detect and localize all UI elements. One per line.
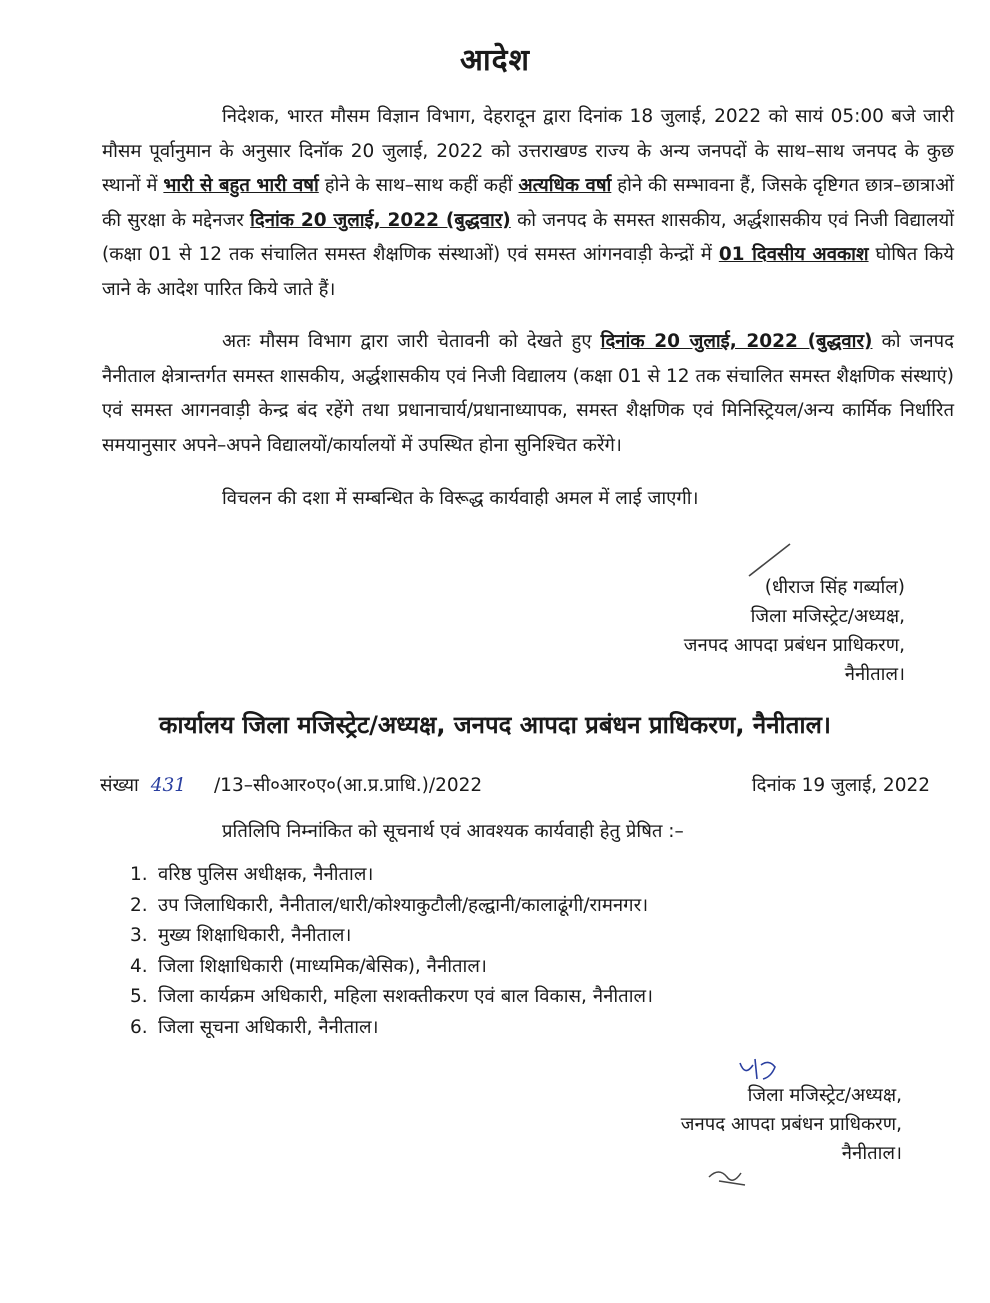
reference-number: संख्या 431 /13–सी०आर०ए०(आ.प्र.प्राधि.)/2022 [100,775,483,796]
para1-bold-heavy-rain: भारी से बहुत भारी वर्षा [163,175,319,196]
para2-text-2: को जनपद नैनीताल क्षेत्रान्तर्गत समस्त शासकीय, अर्द्धशासकीय एवं निजी विद्यालय (कक्षा 01 से 12 तक संचालित समस्त शैक्षणिक संस्थाएं) एवं समस्त आगनवाड़ी केन्द्र बंद रहेंगे तथा प्रधानाचार्य/प्रधानाध्यापक, समस्त शैक्षणिक एवं मिनिस्ट्रियल/अन्य कार्मिक निर्धारित समयानुसार अपने–अपने विद्यालयों/कार्यालयों में उपस्थित होना सुनिश्चित करेंगे। [102,331,955,456]
list-item: 3. मुख्य शिक्षाधिकारी, नैनीताल। [130,925,352,946]
signatory-location: नैनीताल। [844,664,905,685]
para1-bold-holiday: 01 दिवसीय अवकाश [718,244,869,265]
signatory-location-2: नैनीताल। [841,1143,902,1164]
para1-text-1: निदेशक, भारत मौसम विज्ञान विभाग, देहरादून द्वारा दिनांक 18 जुलाई, 2022 को सायं 05:00 बजे जारी मौसम पूर्वानुमान के अनुसार दिनॉक 20 जुलाई, 2022 को उत्तराखण्ड राज्य के अन्य जनपदों के साथ–साथ जनपद के कुछ स्थानों में [102,106,954,196]
para1-text-2: होने के साथ–साथ कहीं कहीं [318,175,519,196]
office-heading: कार्यालय जिला मजिस्ट्रेट/अध्यक्ष, जनपद आपदा प्रबंधन प्राधिकरण, नैनीताल। [159,711,831,739]
para1-text-3: होने की सम्भावना हैं, जिसके दृष्टिगत छात्र–छात्राओं की सुरक्षा के मद्देनजर [102,175,954,231]
list-item: 1. वरिष्ठ पुलिस अधीक्षक, नैनीताल। [130,864,374,885]
order-paragraph-3 [102,482,954,517]
signatory-authority-2: जनपद आपदा प्रबंधन प्राधिकरण, [680,1114,902,1135]
para3-text: विचलन की दशा में सम्बन्धित के विरूद्ध कार्यवाही अमल में लाई जाएगी। [222,488,699,509]
para1-bold-date: दिनांक 20 जुलाई, 2022 (बुद्धवार) [250,209,511,231]
para1-text-4: को जनपद के समस्त शासकीय, अर्द्धशासकीय एवं निजी विद्यालयों (कक्षा 01 से 12 तक संचालित समस्त शैक्षणिक संस्थाओं) एवं समस्त आंगनवाड़ी केन्द्रों में [102,209,955,265]
list-item: 5. जिला कार्यक्रम अधिकारी, महिला सशक्तीकरण एवं बाल विकास, नैनीताल। [130,986,654,1007]
para1-bold-extreme-rain: अत्यधिक वर्षा [518,175,612,196]
signature-block-1 [684,573,905,689]
signature-block-2 [681,1081,902,1168]
list-item: 4. जिला शिक्षाधिकारी (माध्यमिक/बेसिक), नैनीताल। [130,955,487,977]
list-item: 2. उप जिलाधिकारी, नैनीताल/धारी/कोश्याकुटौली/हल्द्वानी/कालाढूंगी/रामनगर। [130,894,649,916]
handwritten-number: 431 [150,775,187,796]
initials-scribble [705,1163,755,1191]
copy-list [130,860,653,1043]
signatory-name: (धीराज सिंह गर्ब्याल) [764,577,905,598]
para2-bold-date: दिनांक 20 जुलाई, 2022 (बुद्धवार) [600,331,873,352]
para2-text-1: अतः मौसम विभाग द्वारा जारी चेतावनी को देखते हुए [222,331,601,352]
para1-text-5: घोषित किये जाने के आदेश पारित किये जाते हैं। [102,244,954,300]
order-paragraph-2 [102,325,954,463]
signatory-designation-2: जिला मजिस्ट्रेट/अध्यक्ष, [747,1085,902,1106]
signatory-authority: जनपद आपदा प्रबंधन प्राधिकरण, [683,635,905,656]
document-title: आदेश [460,43,530,78]
reference-date: दिनांक 19 जुलाई, 2022 [751,775,930,796]
list-item: 6. जिला सूचना अधिकारी, नैनीताल। [130,1016,379,1038]
signatory-designation: जिला मजिस्ट्रेट/अध्यक्ष, [750,606,905,627]
copy-intro: प्रतिलिपि निम्नांकित को सूचनार्थ एवं आवश्यक कार्यवाही हेतु प्रेषित :– [222,821,684,842]
order-paragraph-1 [102,100,954,307]
